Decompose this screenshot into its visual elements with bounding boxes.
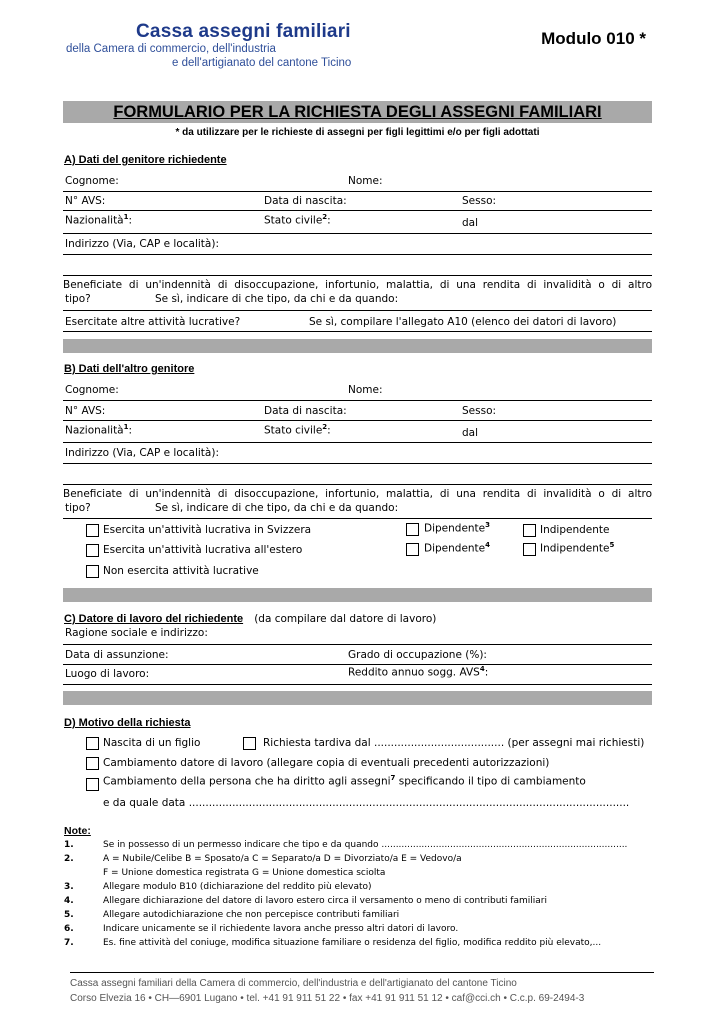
- b-dipendente-label-2: Dipendente$^4$: [424, 541, 491, 555]
- b-indirizzo-line[interactable]: [63, 463, 652, 464]
- b-cognome-label: Cognome:: [65, 384, 119, 396]
- b-non-esercita-label: Non esercita attività lucrative: [103, 565, 259, 577]
- section-c-heading-row: [64, 607, 436, 626]
- note-item: [63, 896, 663, 910]
- b-indipendente-label-2: Indipendente$^5$: [540, 541, 615, 555]
- section-c-heading-note: (da compilare dal datore di lavoro): [254, 613, 437, 625]
- note-number: 1.: [64, 840, 74, 850]
- a-dal-label: dal: [462, 217, 479, 229]
- d-cambio-datore-label: Cambiamento datore di lavoro (allegare copia di eventuali precedenti autorizzazioni): [103, 757, 550, 769]
- section-b-heading: B) Dati dell'altro genitore: [64, 363, 195, 375]
- a-avs-label: N° AVS:: [65, 195, 106, 207]
- b-dipendente-checkbox-2[interactable]: [406, 543, 419, 556]
- note-number: 7.: [64, 938, 74, 948]
- footer-rule: [70, 972, 654, 973]
- note-item: [63, 840, 663, 854]
- a-avs-line[interactable]: [63, 210, 652, 211]
- note-item: [63, 882, 663, 896]
- notes-list: [63, 840, 663, 952]
- d-tardiva-checkbox[interactable]: [243, 737, 256, 750]
- b-estero-checkbox[interactable]: [86, 544, 99, 557]
- b-indipendente-checkbox-1[interactable]: [523, 524, 536, 537]
- a-indennita-tipo: tipo?: [65, 293, 91, 305]
- note-text: Allegare autodichiarazione che non percepisce contributi familiari: [103, 910, 400, 920]
- a-indennita-question: Beneficiate di un'indennità di disoccupazione, infortunio, malattia, di una rendita di invalidità o di altro: [63, 279, 652, 291]
- notes-heading: Note:: [64, 825, 91, 837]
- note-number: 5.: [64, 910, 74, 920]
- form-title: FORMULARIO PER LA RICHIESTA DEGLI ASSEGNI FAMILIARI: [113, 103, 602, 121]
- d-cambio-persona-label: Cambiamento della persona che ha diritto agli assegni$^7$ specificando il tipo di cambiamento: [103, 774, 586, 788]
- c-assunzione-label: Data di assunzione:: [65, 649, 169, 661]
- b-indipendente-checkbox-2[interactable]: [523, 543, 536, 556]
- a-indirizzo-label: Indirizzo (Via, CAP e località):: [65, 238, 219, 250]
- b-dipendente-checkbox-1[interactable]: [406, 523, 419, 536]
- b-non-esercita-checkbox[interactable]: [86, 565, 99, 578]
- divider-bar-c: [63, 691, 652, 705]
- b-nazionalita-label: Nazionalità$^1$:: [65, 423, 133, 437]
- divider-bar-b: [63, 588, 652, 602]
- b-avs-line[interactable]: [63, 420, 652, 421]
- form-title-bar: [63, 101, 652, 123]
- b-indennita-tipo: tipo?: [65, 502, 91, 514]
- org-subtitle-line1: della Camera di commercio, dell'industria: [66, 43, 276, 55]
- footer-line2: Corso Elvezia 16 • CH—6901 Lugano • tel. +41 91 911 51 22 • fax +41 91 911 51 12 • caf@cci.ch • C.c.p. 69-2494-3: [70, 993, 585, 1004]
- b-nome-label: Nome:: [348, 384, 383, 396]
- a-altre-attivita-label: Esercitate altre attività lucrative?: [65, 316, 241, 328]
- a-nascita-label: Data di nascita:: [264, 195, 347, 207]
- note-text: F = Unione domestica registrata G = Unione domestica sciolta: [103, 868, 386, 878]
- b-nascita-label: Data di nascita:: [264, 405, 347, 417]
- note-number: 6.: [64, 924, 74, 934]
- b-dipendente-label-1: Dipendente$^3$: [424, 521, 491, 535]
- note-text: Es. fine attività del coniuge, modifica situazione familiare o residenza del figlio, modifica reddito più elevato,...: [103, 938, 602, 948]
- note-number: 4.: [64, 896, 74, 906]
- b-nazionalita-line[interactable]: [63, 442, 652, 443]
- c-luogo-label: Luogo di lavoro:: [65, 668, 150, 680]
- b-indennita-line[interactable]: [63, 518, 652, 519]
- org-title: Cassa assegni familiari: [136, 21, 351, 42]
- note-item: [63, 938, 663, 952]
- org-subtitle-line2: e dell'artigianato del cantone Ticino: [172, 57, 352, 69]
- d-quale-data-label: e da quale data ....................................................................................................................................: [103, 797, 630, 809]
- b-sesso-label: Sesso:: [462, 405, 497, 417]
- b-stato-civile-label: Stato civile$^2$:: [264, 423, 331, 437]
- b-indipendente-label-1: Indipendente: [540, 524, 610, 536]
- c-ragione-label: Ragione sociale e indirizzo:: [65, 627, 208, 639]
- form-subtitle: * da utilizzare per le richieste di assegni per figli legittimi e/o per figli adottati: [175, 127, 540, 138]
- a-indennita-line[interactable]: [63, 310, 652, 311]
- b-indirizzo-label: Indirizzo (Via, CAP e località):: [65, 447, 219, 459]
- a-sesso-label: Sesso:: [462, 195, 497, 207]
- d-nascita-label: Nascita di un figlio: [103, 737, 201, 749]
- note-item: [63, 854, 663, 868]
- note-text: A = Nubile/Celibe B = Sposato/a C = Separato/a D = Divorziato/a E = Vedovo/a: [103, 854, 462, 864]
- note-item: [63, 924, 663, 938]
- c-luogo-line[interactable]: [63, 684, 652, 685]
- a-indirizzo-line-2[interactable]: [63, 275, 652, 276]
- divider-bar-a: [63, 339, 652, 353]
- note-text: Allegare dichiarazione del datore di lavoro estero circa il versamento o meno di contributi familiari: [103, 896, 547, 906]
- note-number: 3.: [64, 882, 74, 892]
- b-svizzera-checkbox[interactable]: [86, 524, 99, 537]
- b-indirizzo-line-2[interactable]: [63, 484, 652, 485]
- b-indennita-detail: Se sì, indicare di che tipo, da chi e da quando:: [155, 502, 399, 514]
- c-reddito-label: Reddito annuo sogg. AVS$^4$:: [348, 665, 489, 679]
- b-avs-label: N° AVS:: [65, 405, 106, 417]
- d-nascita-checkbox[interactable]: [86, 737, 99, 750]
- b-dal-label: dal: [462, 427, 479, 439]
- d-tardiva-label: Richiesta tardiva dal ....................................... (per assegni mai richiesti): [263, 737, 645, 749]
- a-cognome-line[interactable]: [63, 191, 652, 192]
- note-item: [63, 868, 663, 882]
- a-indirizzo-line[interactable]: [63, 254, 652, 255]
- a-altre-attivita-detail: Se sì, compilare l'allegato A10 (elenco dei datori di lavoro): [309, 316, 617, 328]
- a-nome-label: Nome:: [348, 175, 383, 187]
- d-cambio-persona-checkbox[interactable]: [86, 778, 99, 791]
- c-grado-label: Grado di occupazione (%):: [348, 649, 487, 661]
- a-stato-civile-label: Stato civile$^2$:: [264, 213, 331, 227]
- b-cognome-line[interactable]: [63, 400, 652, 401]
- note-item: [63, 910, 663, 924]
- b-estero-label: Esercita un'attività lucrativa all'estero: [103, 544, 303, 556]
- note-number: 2.: [64, 854, 74, 864]
- d-cambio-datore-checkbox[interactable]: [86, 757, 99, 770]
- note-text: Allegare modulo B10 (dichiarazione del reddito più elevato): [103, 882, 372, 892]
- a-altre-attivita-line[interactable]: [63, 331, 652, 332]
- a-cognome-label: Cognome:: [65, 175, 119, 187]
- note-text: Indicare unicamente se il richiedente lavora anche presso altri datori di lavoro.: [103, 924, 459, 934]
- section-a-heading: A) Dati del genitore richiedente: [64, 154, 227, 166]
- section-c-heading: C) Datore di lavoro del richiedente: [64, 613, 244, 625]
- c-ragione-line[interactable]: [63, 644, 652, 645]
- b-svizzera-label: Esercita un'attività lucrativa in Svizzera: [103, 524, 312, 536]
- section-d-heading: D) Motivo della richiesta: [64, 717, 191, 729]
- b-indennita-question: Beneficiate di un'indennità di disoccupazione, infortunio, malattia, di una rendita di invalidità o di altro: [63, 488, 652, 500]
- form-code: Modulo 010 *: [541, 29, 646, 48]
- note-text: Se in possesso di un permesso indicare che tipo e da quando ......................................................................................: [103, 840, 628, 850]
- a-nazionalita-label: Nazionalità$^1$:: [65, 213, 133, 227]
- footer-line1: Cassa assegni familiari della Camera di commercio, dell'industria e dell'artigianato del cantone Ticino: [70, 978, 517, 989]
- a-nazionalita-line[interactable]: [63, 233, 652, 234]
- a-indennita-detail: Se sì, indicare di che tipo, da chi e da quando:: [155, 293, 399, 305]
